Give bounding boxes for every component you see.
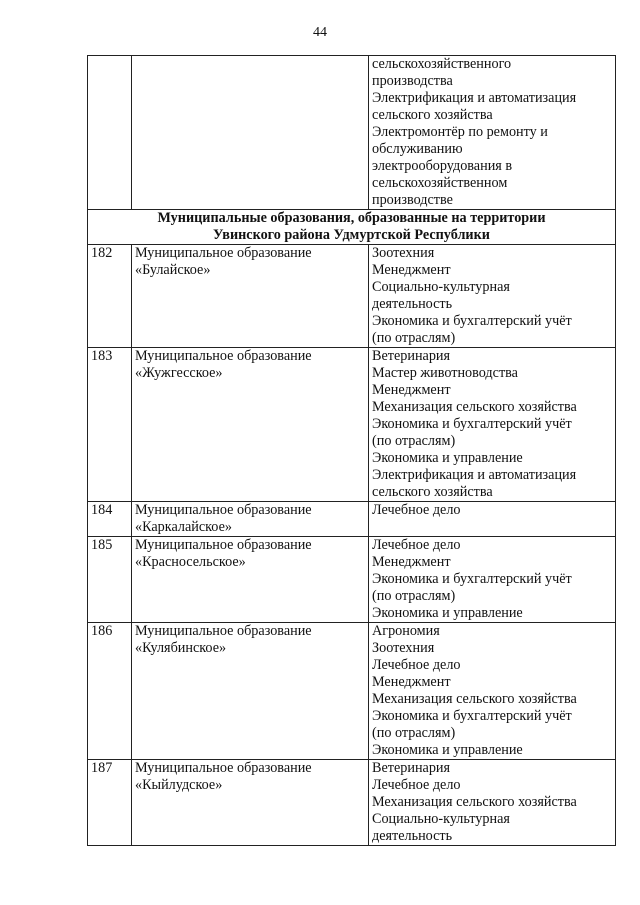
specialty-line: Менеджмент <box>372 554 451 570</box>
section-title-line: Муниципальные образования, образованные на территории <box>157 210 546 226</box>
specialty-line: Механизация сельского хозяйства <box>372 794 577 810</box>
specialties-cell <box>369 245 616 348</box>
specialty-line: Механизация сельского хозяйства <box>372 691 577 707</box>
row-number: 183 <box>88 348 132 502</box>
municipalities-table <box>87 55 616 846</box>
specialty-line: (по отраслям) <box>372 330 456 346</box>
specialty-line: Экономика и управление <box>372 742 523 758</box>
municipality-line: «Кыйлудское» <box>135 777 223 793</box>
section-header <box>88 210 616 245</box>
row-number: 187 <box>88 760 132 846</box>
municipality-cell <box>132 537 369 623</box>
specialty-line: Экономика и бухгалтерский учёт <box>372 708 572 724</box>
table-body <box>88 56 616 846</box>
specialty-line: Социально-культурная <box>372 811 510 827</box>
specialty-line: Менеджмент <box>372 674 451 690</box>
specialty-line: Экономика и бухгалтерский учёт <box>372 313 572 329</box>
specialties-cell <box>369 502 616 537</box>
specialties-cell <box>369 760 616 846</box>
municipality-cell <box>132 245 369 348</box>
specialty-line: (по отраслям) <box>372 433 456 449</box>
specialty-line: Социально-культурная <box>372 279 510 295</box>
specialty-line: производства <box>372 73 453 89</box>
specialties-cell <box>369 56 616 210</box>
row-number: 182 <box>88 245 132 348</box>
municipality-line: «Булайское» <box>135 262 211 278</box>
table-row <box>88 348 616 502</box>
municipality-line: Муниципальное образование <box>135 623 312 639</box>
specialty-line: Менеджмент <box>372 382 451 398</box>
specialty-line: Экономика и управление <box>372 450 523 466</box>
table-row <box>88 502 616 537</box>
specialty-line: Электрификация и автоматизация <box>372 90 577 106</box>
specialty-line: Мастер животноводства <box>372 365 518 381</box>
specialty-line: Лечебное дело <box>372 777 461 793</box>
specialty-line: Экономика и управление <box>372 605 523 621</box>
municipality-line: Муниципальное образование <box>135 537 312 553</box>
specialty-line: (по отраслям) <box>372 725 456 741</box>
specialty-line: сельского хозяйства <box>372 107 493 123</box>
municipality-cell <box>132 623 369 760</box>
specialty-line: обслуживанию <box>372 141 463 157</box>
municipality-line: Муниципальное образование <box>135 245 312 261</box>
municipality-line: Муниципальное образование <box>135 348 312 364</box>
specialty-line: Зоотехния <box>372 640 435 656</box>
specialty-line: Экономика и бухгалтерский учёт <box>372 416 572 432</box>
municipality-cell <box>132 348 369 502</box>
table-row <box>88 623 616 760</box>
specialty-line: Менеджмент <box>372 262 451 278</box>
table-row <box>88 760 616 846</box>
specialty-line: (по отраслям) <box>372 588 456 604</box>
specialty-line: производстве <box>372 192 453 208</box>
specialty-line: Лечебное дело <box>372 502 461 518</box>
municipality-cell <box>132 760 369 846</box>
specialty-line: сельского хозяйства <box>372 484 493 500</box>
row-number: 186 <box>88 623 132 760</box>
municipality-line: «Кулябинское» <box>135 640 227 656</box>
row-number: 185 <box>88 537 132 623</box>
specialty-line: деятельность <box>372 296 453 312</box>
municipality-cell <box>132 56 369 210</box>
row-number: 184 <box>88 502 132 537</box>
specialties-cell <box>369 623 616 760</box>
specialty-line: Механизация сельского хозяйства <box>372 399 577 415</box>
table-row <box>88 245 616 348</box>
municipality-cell <box>132 502 369 537</box>
specialty-line: Лечебное дело <box>372 537 461 553</box>
specialties-cell <box>369 537 616 623</box>
municipality-line: Муниципальное образование <box>135 502 312 518</box>
municipality-line: «Жужгесское» <box>135 365 223 381</box>
municipality-line: Муниципальное образование <box>135 760 312 776</box>
specialties-cell <box>369 348 616 502</box>
specialty-line: Электромонтёр по ремонту и <box>372 124 548 140</box>
specialty-line: Экономика и бухгалтерский учёт <box>372 571 572 587</box>
table-row-continuation <box>88 56 616 210</box>
specialty-line: сельскохозяйственного <box>372 56 512 72</box>
page-number: 44 <box>313 25 327 40</box>
section-title-line: Увинского района Удмуртской Республики <box>213 227 490 243</box>
municipality-line: «Красносельское» <box>135 554 246 570</box>
specialty-line: сельскохозяйственном <box>372 175 508 191</box>
municipality-line: «Каркалайское» <box>135 519 232 535</box>
row-number-cell <box>88 56 132 210</box>
specialty-line: электрооборудования в <box>372 158 513 174</box>
specialty-line: Агрономия <box>372 623 440 639</box>
specialty-line: Ветеринария <box>372 348 451 364</box>
specialty-line: Лечебное дело <box>372 657 461 673</box>
specialty-line: Электрификация и автоматизация <box>372 467 577 483</box>
specialty-line: Зоотехния <box>372 245 435 261</box>
specialty-line: Ветеринария <box>372 760 451 776</box>
specialty-line: деятельность <box>372 828 453 844</box>
section-header-row <box>88 210 616 245</box>
table-row <box>88 537 616 623</box>
